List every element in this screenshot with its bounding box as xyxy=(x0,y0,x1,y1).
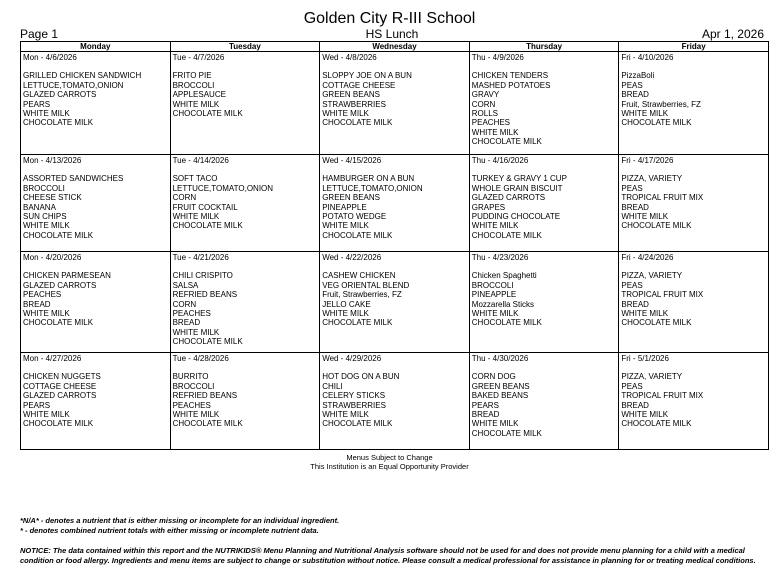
day-date: Mon - 4/13/2026 xyxy=(23,156,82,165)
menu-item: PEACHES xyxy=(23,290,62,300)
day-date: Tue - 4/7/2026 xyxy=(172,53,225,62)
menu-item: CHOCOLATE MILK xyxy=(23,230,94,240)
menu-item: GRAVY xyxy=(471,90,500,100)
menu-item: SUN CHIPS xyxy=(23,212,67,222)
menu-item: WHITE MILK xyxy=(322,309,369,319)
menu-item: GRAPES xyxy=(471,202,506,212)
menu-item: CHOCOLATE MILK xyxy=(621,419,692,429)
menu-item: SALSA xyxy=(172,280,199,290)
menu-item: BURRITO xyxy=(172,372,209,382)
day-cell xyxy=(619,155,769,252)
day-cell xyxy=(170,52,320,155)
star-note: * - denotes combined nutrient totals with either missing or incomplete nutrient data. xyxy=(20,525,319,535)
menu-item: PEAS xyxy=(621,381,643,391)
menu-item: PEACHES xyxy=(172,400,211,410)
day-cell xyxy=(320,155,470,252)
day-cell xyxy=(21,252,171,353)
menu-item: CHOCOLATE MILK xyxy=(172,221,243,231)
week-row xyxy=(21,52,769,155)
day-date: Wed - 4/22/2026 xyxy=(322,253,382,262)
day-date: Wed - 4/15/2026 xyxy=(322,156,382,165)
menu-subtitle: HS Lunch xyxy=(365,27,419,41)
menu-item: Mozzarella Sticks xyxy=(471,299,535,309)
day-cell xyxy=(21,155,171,252)
menu-item: TROPICAL FRUIT MIX xyxy=(621,193,704,203)
menu-item: CHOCOLATE MILK xyxy=(322,318,393,328)
menu-item: WHITE MILK xyxy=(172,410,220,420)
menu-item: GREEN BEANS xyxy=(322,193,380,203)
menu-item: CHOCOLATE MILK xyxy=(322,118,393,128)
menu-item: STRAWBERRIES xyxy=(322,99,386,109)
menu-footer xyxy=(0,453,779,471)
day-date: Mon - 4/6/2026 xyxy=(23,53,77,62)
menu-item: PEAS xyxy=(621,280,643,290)
menu-item: CHOCOLATE MILK xyxy=(471,137,542,147)
menu-item: BREAD xyxy=(621,299,649,309)
school-title: Golden City R-III School xyxy=(303,10,476,27)
menu-item: WHITE MILK xyxy=(23,109,70,119)
menu-item: FRUIT COCKTAIL xyxy=(172,202,238,212)
day-header-friday: Friday xyxy=(619,42,769,52)
menu-item: GLAZED CARROTS xyxy=(23,90,97,100)
menu-item: CHEESE STICK xyxy=(23,193,82,203)
menu-item: Chicken Spaghetti xyxy=(471,271,537,281)
na-note: *N/A* - denotes a nutrient that is either missing or incomplete for an individual ingredient. xyxy=(20,516,340,525)
menu-item: ROLLS xyxy=(471,109,499,119)
menu-item: WHITE MILK xyxy=(471,309,519,319)
menu-item: CHOCOLATE MILK xyxy=(621,318,692,328)
menu-item: SLOPPY JOE ON A BUN xyxy=(322,71,412,81)
day-cell xyxy=(619,353,769,450)
menu-item: GLAZED CARROTS xyxy=(23,280,97,290)
day-date: Mon - 4/27/2026 xyxy=(23,354,82,363)
menu-item: PINEAPPLE xyxy=(471,290,517,300)
menu-item: BREAD xyxy=(23,299,51,309)
day-header-thursday: Thursday xyxy=(469,42,619,52)
menu-item: CHILI CRISPITO xyxy=(172,271,233,281)
day-date: Fri - 4/17/2026 xyxy=(621,156,674,165)
menu-item: LETTUCE,TOMATO,ONION xyxy=(23,80,124,90)
menu-item: CHOCOLATE MILK xyxy=(23,318,94,328)
menu-item: COTTAGE CHEESE xyxy=(23,381,97,391)
menu-item: HOT DOG ON A BUN xyxy=(322,372,400,382)
menu-item: JELLO CAKE xyxy=(322,299,371,309)
menu-item: HAMBURGER ON A BUN xyxy=(322,174,415,184)
page-number: Page 1 xyxy=(20,27,59,41)
menu-item: PEAS xyxy=(621,183,643,193)
week-row xyxy=(21,252,769,353)
menu-item: PIZZA, VARIETY xyxy=(621,372,683,382)
menu-item: TURKEY & GRAVY 1 CUP xyxy=(471,174,567,184)
menu-item: WHITE MILK xyxy=(471,419,519,429)
menu-item: PizzaBoli xyxy=(621,71,655,81)
menus-subject-note: Menus Subject to Change xyxy=(346,453,433,462)
menu-item: WHITE MILK xyxy=(621,309,669,319)
day-date: Fri - 4/10/2026 xyxy=(621,53,674,62)
day-cell xyxy=(170,353,320,450)
day-cell xyxy=(320,353,470,450)
day-cell xyxy=(469,52,619,155)
menu-item: STRAWBERRIES xyxy=(322,400,386,410)
day-date: Thu - 4/9/2026 xyxy=(471,53,524,62)
day-date: Thu - 4/23/2026 xyxy=(471,253,529,262)
menu-item: WHITE MILK xyxy=(322,410,369,420)
menu-item: CHOCOLATE MILK xyxy=(471,428,542,438)
menu-item: COTTAGE CHEESE xyxy=(322,80,396,90)
menu-item: WHITE MILK xyxy=(23,309,70,319)
week-row xyxy=(21,155,769,252)
menu-item: PEARS xyxy=(23,400,51,410)
menu-item: WHITE MILK xyxy=(621,410,669,420)
day-date: Wed - 4/29/2026 xyxy=(322,354,382,363)
day-header-monday: Monday xyxy=(21,42,171,52)
menu-item: CHICKEN PARMESEAN xyxy=(23,271,111,281)
day-cell xyxy=(21,353,171,450)
menu-item: PEARS xyxy=(471,400,499,410)
menu-item: CHOCOLATE MILK xyxy=(23,419,94,429)
menu-item: BREAD xyxy=(471,410,500,420)
day-cell xyxy=(320,252,470,353)
menu-item: GLAZED CARROTS xyxy=(23,391,97,401)
day-header-tuesday: Tuesday xyxy=(170,42,320,52)
day-date: Tue - 4/21/2026 xyxy=(172,253,229,262)
menu-item: CELERY STICKS xyxy=(322,391,386,401)
menu-item: CHOCOLATE MILK xyxy=(621,221,692,231)
menu-item: CORN xyxy=(172,299,197,309)
menu-item: BAKED BEANS xyxy=(471,391,529,401)
menu-item: GLAZED CARROTS xyxy=(471,193,546,203)
day-date: Mon - 4/20/2026 xyxy=(23,253,82,262)
menu-item: CHOCOLATE MILK xyxy=(621,118,692,128)
menu-item: CORN DOG xyxy=(471,372,516,382)
menu-item: PEARS xyxy=(23,99,51,109)
menu-item: WHITE MILK xyxy=(172,99,220,109)
day-cell xyxy=(469,353,619,450)
nutrient-notes xyxy=(20,516,765,535)
day-date: Wed - 4/8/2026 xyxy=(322,53,377,62)
menu-item: GRILLED CHICKEN SANDWICH xyxy=(23,71,142,81)
menu-item: BROCCOLI xyxy=(172,381,215,391)
notice-disclaimer: NOTICE: The data contained within this report and the NUTRIKIDS® Menu Planning and Nutritional Analysis software should not be used for and does not provide menu planning for a child with a medical condition or food allergy. Ingredients and menu items are subject to change or substitution without notice. Please consult a medical professional for assistance in planning for or treating medical conditions. xyxy=(20,546,756,565)
menu-item: BROCCOLI xyxy=(172,80,215,90)
menu-item: PEACHES xyxy=(471,118,511,128)
menu-item: WHITE MILK xyxy=(471,127,519,137)
day-header-wednesday: Wednesday xyxy=(320,42,470,52)
menu-item: WHITE MILK xyxy=(23,410,70,420)
menu-item: CHICKEN TENDERS xyxy=(471,71,549,81)
menu-item: FRITO PIE xyxy=(172,71,212,81)
menu-item: PUDDING CHOCOLATE xyxy=(471,212,561,222)
menu-item: WHOLE GRAIN BISCUIT xyxy=(471,183,563,193)
menu-item: Fruit, Strawberries, FZ xyxy=(322,290,402,300)
menu-item: CHOCOLATE MILK xyxy=(172,109,243,119)
menu-item: BROCCOLI xyxy=(471,280,514,290)
menu-item: BREAD xyxy=(621,400,649,410)
menu-item: BANANA xyxy=(23,202,56,212)
menu-item: GREEN BEANS xyxy=(471,381,530,391)
menu-item: CHOCOLATE MILK xyxy=(471,318,542,328)
week-row xyxy=(21,353,769,450)
menu-item: WHITE MILK xyxy=(172,327,220,337)
day-cell xyxy=(619,252,769,353)
day-date: Thu - 4/30/2026 xyxy=(471,354,529,363)
menu-item: CHOCOLATE MILK xyxy=(172,337,243,347)
menu-item: VEG ORIENTAL BLEND xyxy=(322,280,410,290)
menu-item: BREAD xyxy=(172,318,201,328)
day-date: Fri - 4/24/2026 xyxy=(621,253,674,262)
menu-item: PEAS xyxy=(621,80,643,90)
menu-item: APPLESAUCE xyxy=(172,90,226,100)
menu-item: REFRIED BEANS xyxy=(172,391,238,401)
menu-item: LETTUCE,TOMATO,ONION xyxy=(322,183,423,193)
menu-item: WHITE MILK xyxy=(322,109,369,119)
menu-item: CHOCOLATE MILK xyxy=(23,118,94,128)
menu-item: CORN xyxy=(471,99,496,109)
menu-item: CHOCOLATE MILK xyxy=(322,419,393,429)
menu-item: WHITE MILK xyxy=(172,212,220,222)
menu-item: TROPICAL FRUIT MIX xyxy=(621,391,704,401)
menu-item: Fruit, Strawberries, FZ xyxy=(621,99,701,109)
menu-item: BROCCOLI xyxy=(23,183,65,193)
equal-opportunity-note: This Institution is an Equal Opportunity Provider xyxy=(310,462,469,471)
menu-item: CHICKEN NUGGETS xyxy=(23,372,101,382)
day-cell xyxy=(469,252,619,353)
menu-calendar xyxy=(20,41,769,450)
day-date: Thu - 4/16/2026 xyxy=(471,156,529,165)
report-date: Apr 1, 2026 xyxy=(701,27,764,41)
menu-item: CORN xyxy=(172,193,197,203)
day-cell xyxy=(619,52,769,155)
menu-item: WHITE MILK xyxy=(471,221,519,231)
report-subheader xyxy=(20,27,764,40)
menu-item: REFRIED BEANS xyxy=(172,290,238,300)
day-cell xyxy=(469,155,619,252)
day-cell xyxy=(320,52,470,155)
menu-item: WHITE MILK xyxy=(23,221,70,231)
menu-item: CHOCOLATE MILK xyxy=(322,230,393,240)
menu-item: POTATO WEDGE xyxy=(322,212,387,222)
menu-item: LETTUCE,TOMATO,ONION xyxy=(172,183,274,193)
day-date: Tue - 4/14/2026 xyxy=(172,156,229,165)
menu-item: CHILI xyxy=(322,381,343,391)
day-cell xyxy=(21,52,171,155)
menu-item: PEACHES xyxy=(172,309,211,319)
menu-item: WHITE MILK xyxy=(322,221,369,231)
menu-item: TROPICAL FRUIT MIX xyxy=(621,290,704,300)
menu-item: SOFT TACO xyxy=(172,174,218,184)
day-cell xyxy=(170,252,320,353)
menu-item: CHOCOLATE MILK xyxy=(471,230,542,240)
menu-item: GREEN BEANS xyxy=(322,90,380,100)
menu-item: PINEAPPLE xyxy=(322,202,367,212)
menu-item: BREAD xyxy=(621,90,649,100)
menu-item: MASHED POTATOES xyxy=(471,80,551,90)
menu-item: WHITE MILK xyxy=(621,212,669,222)
day-date: Tue - 4/28/2026 xyxy=(172,354,229,363)
menu-item: ASSORTED SANDWICHES xyxy=(23,174,124,184)
menu-item: WHITE MILK xyxy=(621,109,669,119)
day-cell xyxy=(170,155,320,252)
menu-item: PIZZA, VARIETY xyxy=(621,271,683,281)
menu-item: BREAD xyxy=(621,202,649,212)
menu-item: PIZZA, VARIETY xyxy=(621,174,683,184)
day-date: Fri - 5/1/2026 xyxy=(621,354,669,363)
menu-item: CHOCOLATE MILK xyxy=(172,419,243,429)
menu-item: CASHEW CHICKEN xyxy=(322,271,396,281)
day-header-row xyxy=(21,42,769,52)
